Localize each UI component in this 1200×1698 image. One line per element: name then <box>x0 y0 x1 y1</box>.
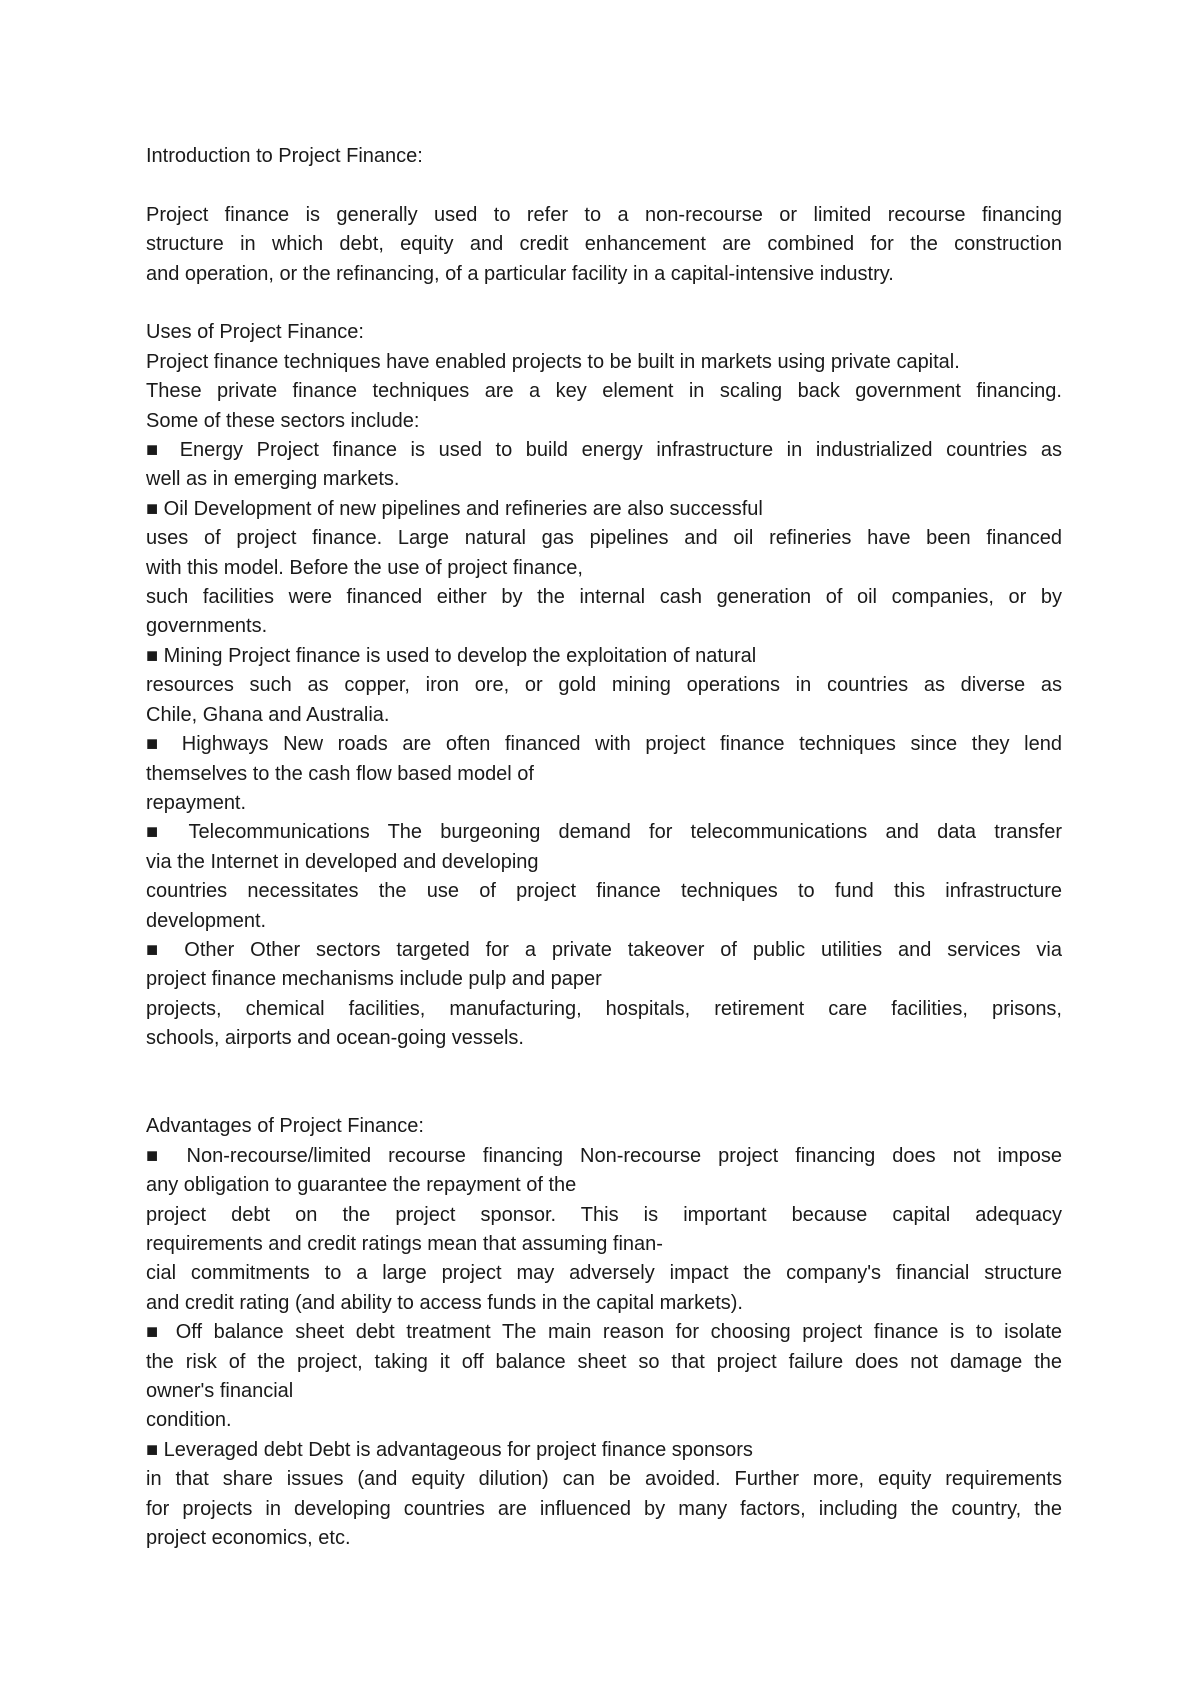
uses-line: These private finance techniques are a key element in scaling back government financing. <box>146 380 1062 403</box>
intro-line: structure in which debt, equity and credit enhancement are combined for the construction <box>146 233 1062 256</box>
advantages-line: project economics, etc. <box>146 1527 351 1550</box>
advantages-line: project debt on the project sponsor. This is important because capital adequacy <box>146 1203 1062 1226</box>
uses-line: Project finance techniques have enabled projects to be built in markets using private capital. <box>146 350 960 373</box>
uses-line: uses of project finance. Large natural gas pipelines and oil refineries have been financed <box>146 527 1062 550</box>
uses-line: resources such as copper, iron ore, or gold mining operations in countries as diverse as <box>146 674 1062 697</box>
uses-line: Some of these sectors include: <box>146 409 420 432</box>
uses-line: Chile, Ghana and Australia. <box>146 703 390 726</box>
advantages-line: and credit rating (and ability to access funds in the capital markets). <box>146 1291 743 1314</box>
advantages-line: ■ Leveraged debt Debt is advantageous for project finance sponsors <box>146 1438 753 1461</box>
uses-line: projects, chemical facilities, manufacturing, hospitals, retirement care facilities, prisons, <box>146 997 1062 1020</box>
uses-line: ■ Other Other sectors targeted for a private takeover of public utilities and services via <box>146 938 1062 961</box>
uses-line: ■ Oil Development of new pipelines and refineries are also successful <box>146 497 763 520</box>
advantages-line: ■ Non-recourse/limited recourse financing Non-recourse project financing does not impose <box>146 1144 1062 1167</box>
uses-line: via the Internet in developed and developing <box>146 850 539 873</box>
advantages-line: requirements and credit ratings mean that assuming finan- <box>146 1232 663 1255</box>
advantages-line: for projects in developing countries are influenced by many factors, including the country, the <box>146 1497 1062 1520</box>
uses-line: ■ Mining Project finance is used to develop the exploitation of natural <box>146 644 757 667</box>
uses-line: development. <box>146 909 267 932</box>
uses-heading: Uses of Project Finance: <box>146 321 364 344</box>
uses-line: well as in emerging markets. <box>146 468 400 491</box>
uses-line: schools, airports and ocean-going vessels. <box>146 1027 524 1050</box>
uses-line: project finance mechanisms include pulp and paper <box>146 968 602 991</box>
document-page <box>146 142 1062 1553</box>
uses-line: ■ Highways New roads are often financed with project finance techniques since they lend <box>146 733 1062 756</box>
uses-line: with this model. Before the use of project finance, <box>146 556 583 579</box>
advantages-line: any obligation to guarantee the repayment of the <box>146 1174 577 1197</box>
advantages-line: condition. <box>146 1409 232 1432</box>
uses-line: themselves to the cash flow based model of <box>146 762 534 785</box>
intro-line: Project finance is generally used to refer to a non-recourse or limited recourse financing <box>146 203 1062 226</box>
uses-line: ■ Energy Project finance is used to build energy infrastructure in industrialized countries as <box>146 439 1062 462</box>
uses-line: governments. <box>146 615 268 638</box>
advantages-line: in that share issues (and equity dilution) can be avoided. Further more, equity requirements <box>146 1468 1062 1491</box>
uses-line: repayment. <box>146 791 247 814</box>
uses-line: such facilities were financed either by the internal cash generation of oil companies, or by <box>146 586 1062 609</box>
advantages-line: owner's financial <box>146 1380 294 1403</box>
intro-line: and operation, or the refinancing, of a particular facility in a capital-intensive industry. <box>146 262 894 285</box>
intro-heading: Introduction to Project Finance: <box>146 145 423 167</box>
advantages-line: ■ Off balance sheet debt treatment The main reason for choosing project finance is to isolate <box>146 1321 1062 1344</box>
uses-line: countries necessitates the use of project finance techniques to fund this infrastructure <box>146 880 1062 903</box>
advantages-heading: Advantages of Project Finance: <box>146 1115 424 1138</box>
uses-line: ■ Telecommunications The burgeoning demand for telecommunications and data transfer <box>146 821 1062 844</box>
advantages-line: the risk of the project, taking it off balance sheet so that project failure does not damage the <box>146 1350 1062 1373</box>
advantages-line: cial commitments to a large project may adversely impact the company's financial structure <box>146 1262 1062 1285</box>
